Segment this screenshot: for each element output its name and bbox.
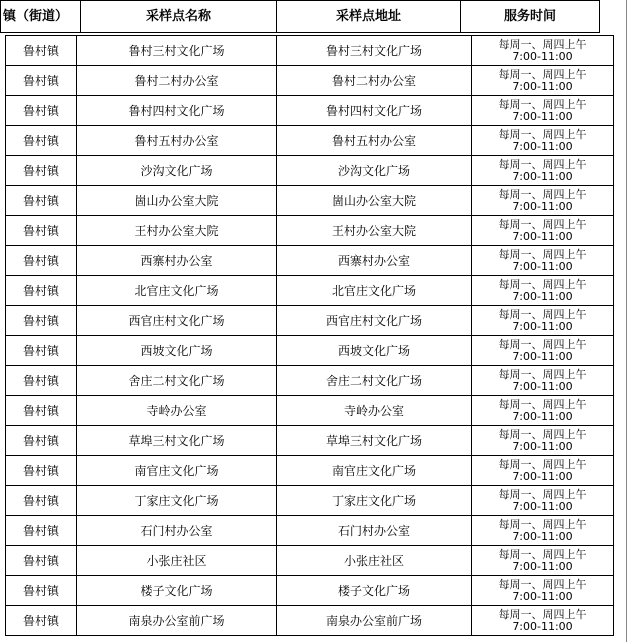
- site-address-cell[interactable]: 沙沟文化广场: [277, 156, 472, 186]
- town-cell[interactable]: 鲁村镇: [6, 126, 77, 156]
- site-name-cell[interactable]: 寺岭办公室: [77, 396, 277, 426]
- header-service-time[interactable]: 服务时间: [461, 1, 600, 33]
- service-days: 每周一、周四上午: [498, 457, 587, 471]
- service-time-cell[interactable]: [472, 246, 614, 276]
- service-days: 每周一、周四上午: [498, 367, 587, 381]
- service-days: 每周一、周四上午: [498, 247, 587, 261]
- site-address-cell[interactable]: 楼子文化广场: [277, 576, 472, 606]
- site-name-cell[interactable]: 鲁村三村文化广场: [77, 36, 277, 66]
- service-hours: 7:00-11:00: [512, 409, 573, 423]
- service-time-cell[interactable]: [472, 486, 614, 516]
- table-row: [6, 576, 614, 606]
- table-row: [6, 426, 614, 456]
- service-days: 每周一、周四上午: [498, 577, 587, 591]
- town-cell[interactable]: 鲁村镇: [6, 336, 77, 366]
- service-hours: 7:00-11:00: [512, 199, 573, 213]
- service-days: 每周一、周四上午: [498, 337, 587, 351]
- service-time-cell[interactable]: [472, 546, 614, 576]
- service-hours: 7:00-11:00: [512, 229, 573, 243]
- site-address-cell[interactable]: 石门村办公室: [277, 516, 472, 546]
- table-row: [6, 486, 614, 516]
- service-hours: 7:00-11:00: [512, 319, 573, 333]
- service-days: 每周一、周四上午: [498, 607, 587, 621]
- site-address-cell[interactable]: 鲁村二村办公室: [277, 66, 472, 96]
- table-row: [6, 396, 614, 426]
- site-name-cell[interactable]: 鲁村四村文化广场: [77, 96, 277, 126]
- header-row: [1, 1, 600, 33]
- service-hours: 7:00-11:00: [512, 349, 573, 363]
- town-cell[interactable]: 鲁村镇: [6, 216, 77, 246]
- service-hours: 7:00-11:00: [512, 469, 573, 483]
- service-days: 每周一、周四上午: [498, 97, 587, 111]
- site-name-cell[interactable]: 王村办公室大院: [77, 216, 277, 246]
- header-site-name[interactable]: 采样点名称: [81, 1, 277, 33]
- header-town[interactable]: 镇（街道）: [1, 1, 81, 33]
- site-name-cell[interactable]: 南官庄文化广场: [77, 456, 277, 486]
- site-address-cell[interactable]: 西坡文化广场: [277, 336, 472, 366]
- service-hours: 7:00-11:00: [512, 259, 573, 273]
- town-cell[interactable]: 鲁村镇: [6, 426, 77, 456]
- table-row: [6, 186, 614, 216]
- table-row: [6, 606, 614, 636]
- site-name-cell[interactable]: 楼子文化广场: [77, 576, 277, 606]
- service-time-cell[interactable]: [472, 66, 614, 96]
- town-cell[interactable]: 鲁村镇: [6, 456, 77, 486]
- town-cell[interactable]: 鲁村镇: [6, 306, 77, 336]
- site-address-cell[interactable]: 西寨村办公室: [277, 246, 472, 276]
- site-name-cell[interactable]: 南泉办公室前广场: [77, 606, 277, 636]
- site-name-cell[interactable]: 西寨村办公室: [77, 246, 277, 276]
- service-days: 每周一、周四上午: [498, 547, 587, 561]
- service-time-cell[interactable]: [472, 456, 614, 486]
- service-hours: 7:00-11:00: [512, 499, 573, 513]
- service-days: 每周一、周四上午: [498, 277, 587, 291]
- table-row: [6, 156, 614, 186]
- site-address-cell[interactable]: 崮山办公室大院: [277, 186, 472, 216]
- service-hours: 7:00-11:00: [512, 109, 573, 123]
- town-cell[interactable]: 鲁村镇: [6, 516, 77, 546]
- service-days: 每周一、周四上午: [498, 217, 587, 231]
- site-name-cell[interactable]: 西官庄村文化广场: [77, 306, 277, 336]
- town-cell[interactable]: 鲁村镇: [6, 366, 77, 396]
- service-hours: 7:00-11:00: [512, 559, 573, 573]
- town-cell[interactable]: 鲁村镇: [6, 36, 77, 66]
- town-cell[interactable]: 鲁村镇: [6, 66, 77, 96]
- site-address-cell[interactable]: 南官庄文化广场: [277, 456, 472, 486]
- service-hours: 7:00-11:00: [512, 169, 573, 183]
- site-address-cell[interactable]: 草埠三村文化广场: [277, 426, 472, 456]
- service-time-cell[interactable]: [472, 606, 614, 636]
- site-address-cell[interactable]: 北官庄文化广场: [277, 276, 472, 306]
- site-address-cell[interactable]: 丁家庄文化广场: [277, 486, 472, 516]
- site-name-cell[interactable]: 沙沟文化广场: [77, 156, 277, 186]
- service-days: 每周一、周四上午: [498, 127, 587, 141]
- site-name-cell[interactable]: 鲁村五村办公室: [77, 126, 277, 156]
- table-row: [6, 66, 614, 96]
- service-hours: 7:00-11:00: [512, 439, 573, 453]
- service-days: 每周一、周四上午: [498, 307, 587, 321]
- table-row: [6, 456, 614, 486]
- service-days: 每周一、周四上午: [498, 487, 587, 501]
- service-days: 每周一、周四上午: [498, 517, 587, 531]
- service-time-cell[interactable]: [472, 396, 614, 426]
- town-cell[interactable]: 鲁村镇: [6, 186, 77, 216]
- service-time-cell[interactable]: [472, 366, 614, 396]
- site-name-cell[interactable]: 鲁村二村办公室: [77, 66, 277, 96]
- service-hours: 7:00-11:00: [512, 79, 573, 93]
- table-row: [6, 516, 614, 546]
- site-name-cell[interactable]: 崮山办公室大院: [77, 186, 277, 216]
- site-name-cell[interactable]: 草埠三村文化广场: [77, 426, 277, 456]
- site-address-cell[interactable]: 鲁村三村文化广场: [277, 36, 472, 66]
- table-row: [6, 36, 614, 66]
- site-address-cell[interactable]: 鲁村五村办公室: [277, 126, 472, 156]
- service-time-cell[interactable]: [472, 336, 614, 366]
- town-cell[interactable]: 鲁村镇: [6, 276, 77, 306]
- table-row: [6, 366, 614, 396]
- service-days: 每周一、周四上午: [498, 397, 587, 411]
- table-row: [6, 546, 614, 576]
- town-cell[interactable]: 鲁村镇: [6, 396, 77, 426]
- service-hours: 7:00-11:00: [512, 49, 573, 63]
- table-body: [6, 36, 614, 636]
- service-time-cell[interactable]: [472, 156, 614, 186]
- site-name-cell[interactable]: 丁家庄文化广场: [77, 486, 277, 516]
- service-days: 每周一、周四上午: [498, 37, 587, 51]
- service-hours: 7:00-11:00: [512, 289, 573, 303]
- town-cell[interactable]: 鲁村镇: [6, 486, 77, 516]
- service-time-cell[interactable]: [472, 306, 614, 336]
- site-address-cell[interactable]: 鲁村四村文化广场: [277, 96, 472, 126]
- site-name-cell[interactable]: 北官庄文化广场: [77, 276, 277, 306]
- service-hours: 7:00-11:00: [512, 589, 573, 603]
- site-name-cell[interactable]: 小张庄社区: [77, 546, 277, 576]
- service-time-cell[interactable]: [472, 36, 614, 66]
- town-cell[interactable]: 鲁村镇: [6, 546, 77, 576]
- service-time-cell[interactable]: [472, 576, 614, 606]
- service-days: 每周一、周四上午: [498, 157, 587, 171]
- site-address-cell[interactable]: 南泉办公室前广场: [277, 606, 472, 636]
- table-row: [6, 96, 614, 126]
- service-time-cell[interactable]: [472, 516, 614, 546]
- town-cell[interactable]: 鲁村镇: [6, 156, 77, 186]
- site-address-cell[interactable]: 王村办公室大院: [277, 216, 472, 246]
- site-address-cell[interactable]: 西官庄村文化广场: [277, 306, 472, 336]
- site-address-cell[interactable]: 寺岭办公室: [277, 396, 472, 426]
- service-hours: 7:00-11:00: [512, 619, 573, 633]
- sampling-sites-table: [5, 35, 614, 636]
- service-days: 每周一、周四上午: [498, 187, 587, 201]
- service-time-cell[interactable]: [472, 126, 614, 156]
- service-days: 每周一、周四上午: [498, 67, 587, 81]
- site-name-cell[interactable]: 西坡文化广场: [77, 336, 277, 366]
- service-time-cell[interactable]: [472, 216, 614, 246]
- service-time-cell[interactable]: [472, 96, 614, 126]
- service-time-cell[interactable]: [472, 426, 614, 456]
- table-row: [6, 306, 614, 336]
- site-address-cell[interactable]: 舍庄二村文化广场: [277, 366, 472, 396]
- town-cell[interactable]: 鲁村镇: [6, 606, 77, 636]
- town-cell[interactable]: 鲁村镇: [6, 96, 77, 126]
- town-cell[interactable]: 鲁村镇: [6, 576, 77, 606]
- header-site-address[interactable]: 采样点地址: [277, 1, 461, 33]
- table-row: [6, 246, 614, 276]
- service-hours: 7:00-11:00: [512, 529, 573, 543]
- service-hours: 7:00-11:00: [512, 139, 573, 153]
- header-table: [0, 0, 600, 33]
- service-hours: 7:00-11:00: [512, 379, 573, 393]
- table-row: [6, 126, 614, 156]
- service-days: 每周一、周四上午: [498, 427, 587, 441]
- table-row: [6, 216, 614, 246]
- service-time-cell[interactable]: [472, 186, 614, 216]
- site-name-cell[interactable]: 舍庄二村文化广场: [77, 366, 277, 396]
- site-name-cell[interactable]: 石门村办公室: [77, 516, 277, 546]
- table-row: [6, 336, 614, 366]
- table-row: [6, 276, 614, 306]
- service-time-cell[interactable]: [472, 276, 614, 306]
- site-address-cell[interactable]: 小张庄社区: [277, 546, 472, 576]
- town-cell[interactable]: 鲁村镇: [6, 246, 77, 276]
